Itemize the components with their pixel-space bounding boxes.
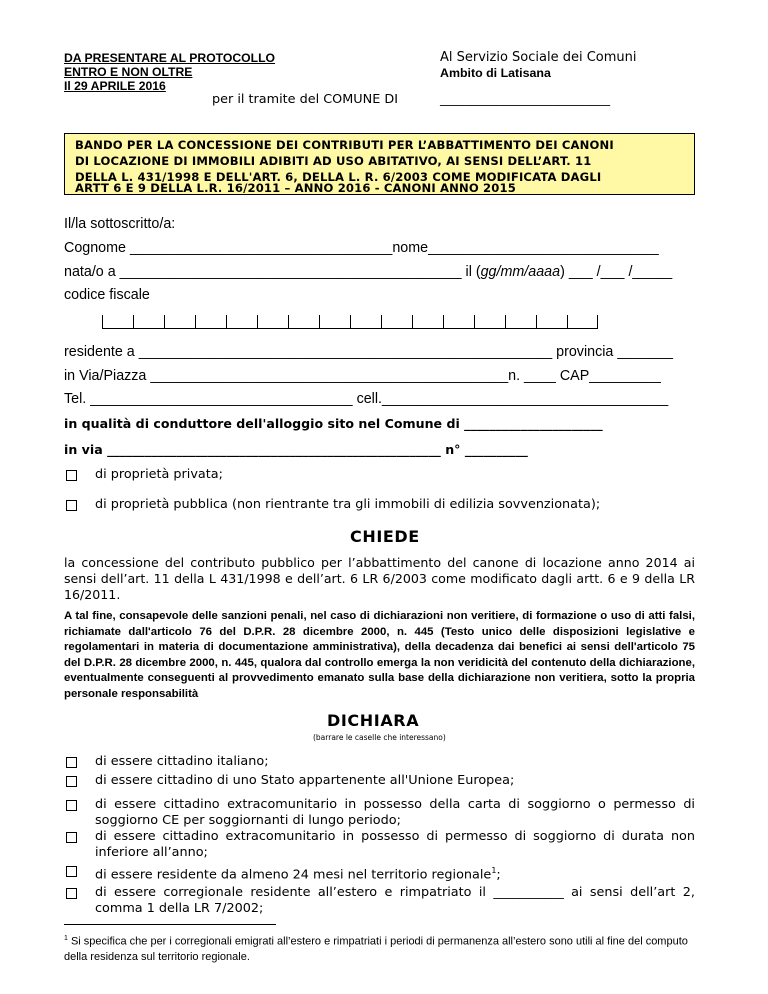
dichiara-heading: DICHIARA <box>327 711 420 730</box>
chiede-text: la concessione del contributo pubblico per l’abbattimento del canone di locazione anno 2014 ai sensi dell’art. 11 della L 431/1998 e dell’art. 6 LR 6/2003 come modificato dagli artt. 6 e 9 della LR 16/2011. <box>64 555 695 603</box>
codice-fiscale-grid[interactable] <box>102 315 598 329</box>
carta-soggiorno-label: di essere cittadino extracomunitario in possesso della carta di soggiorno o permesso di soggiorno CE per soggiornanti di lungo periodo; <box>95 797 695 828</box>
title-line2: DI LOCAZIONE DI IMMOBILI ADIBITI AD USO ABITATIVO, AI SENSI DELL’ART. 11 <box>75 154 592 168</box>
conduttore-field[interactable]: in qualità di conduttore dell'alloggio sito nel Comune di ______________________ <box>64 416 603 431</box>
title-line4: ARTT 6 E 9 DELLA L.R. 16/2011 – ANNO 2016 - CANONI ANNO 2015 <box>75 180 516 195</box>
corregionale-checkbox[interactable] <box>66 888 77 899</box>
warning-text: A tal fine, consapevole delle sanzioni penali, nel caso di dichiarazioni non veritiere, di formazione o uso di atti falsi, richiamate dall'articolo 76 del D.P.R. 28 dicembre 2000, n. 445 (Testo unico delle disposizioni legislative e regolamentari in materia di documentazione amministrativa), della decadenza dai benefici ai sensi dell'articolo 75 del D.P.R. 28 dicembre 2000, n. 445, qualora dal controllo emerga la non veridicità del contenuto della dichiarazione, eventualmente conseguenti al provvedimento emanato sulla base della dichiarazione non veritiera, sotto la propria personale responsabilità <box>64 610 695 700</box>
footnote-ref: 1 <box>491 866 497 875</box>
corregionale-label: di essere corregionale residente all’estero e rimpatriato il ___________ ai sensi dell’art 2, comma 1 della LR 7/2002; <box>95 885 695 916</box>
proprieta-privata-checkbox[interactable] <box>66 470 77 481</box>
cognome-nome-field[interactable]: Cognome _________________________________nome_____________________________ <box>64 240 659 256</box>
residente-field[interactable]: residente a ____________________________________________________ provincia _______ <box>64 344 673 360</box>
title-line1: BANDO PER LA CONCESSIONE DEI CONTRIBUTI PER L’ABBATTIMENTO DEI CANONI <box>75 138 614 152</box>
title-line3: DELLA L. 431/1998 E DELL'ART. 6, DELLA L. R. 6/2003 COME MODIFICATA DAGLI <box>75 170 602 184</box>
proprieta-privata-label: di proprietà privata; <box>95 467 223 482</box>
footnote: $^1$ Si specifica che per i corregionali emigrati all’estero e rimpatriati i periodi di permanenza all’estero sono utili al fine del computo della residenza sul territorio regionale. <box>64 935 688 963</box>
nato-field[interactable]: nata/o a ___________________________________________ il (gg/mm/aaaa) ___ /___ /_____ <box>64 264 673 280</box>
carta-soggiorno-checkbox[interactable] <box>66 800 77 811</box>
tramite-label: per il tramite del COMUNE DI <box>212 92 398 107</box>
recipient-line1: Al Servizio Sociale dei Comuni <box>440 50 637 65</box>
recipient-line2: Ambito di Latisana <box>440 66 551 80</box>
dichiara-note: (barrare le caselle che interessano) <box>313 733 446 742</box>
residente-regionale-label: di essere residente da almeno 24 mesi nel territorio regionale$^1$; <box>95 866 501 883</box>
deadline-line1: DA PRESENTARE AL PROTOCOLLO <box>64 51 276 65</box>
permesso-soggiorno-label: di essere cittadino extracomunitario in possesso di permesso di soggiorno di durata non inferiore all’anno; <box>95 829 695 860</box>
chiede-heading: CHIEDE <box>350 527 420 546</box>
deadline-line3: Il 29 APRILE 2016 <box>64 79 166 93</box>
cittadino-ue-label: di essere cittadino di uno Stato appartenente all'Unione Europea; <box>95 773 515 788</box>
cittadino-italiano-checkbox[interactable] <box>66 757 77 768</box>
in-via-field[interactable]: in via _____________________________________________________ n° __________ <box>64 442 528 457</box>
tel-field[interactable]: Tel. _________________________________ cell.____________________________________ <box>64 391 669 407</box>
cittadino-ue-checkbox[interactable] <box>66 776 77 787</box>
comune-blank[interactable]: ___________________________ <box>440 91 611 106</box>
footnote-divider <box>64 924 276 925</box>
via-field[interactable]: in Via/Piazza _____________________________________________n. ____ CAP_________ <box>64 368 661 384</box>
residente-regionale-checkbox[interactable] <box>66 866 77 877</box>
permesso-soggiorno-checkbox[interactable] <box>66 832 77 843</box>
deadline-line2: ENTRO E NON OLTRE <box>64 65 193 79</box>
sottoscritto-label: Il/la sottoscritto/a: <box>64 216 176 232</box>
title-box <box>64 133 695 195</box>
proprieta-pubblica-label: di proprietà pubblica (non rientrante tra gli immobili di edilizia sovvenzionata); <box>95 497 601 512</box>
cittadino-italiano-label: di essere cittadino italiano; <box>95 754 269 769</box>
proprieta-pubblica-checkbox[interactable] <box>66 500 77 511</box>
codice-fiscale-label: codice fiscale <box>64 287 150 303</box>
